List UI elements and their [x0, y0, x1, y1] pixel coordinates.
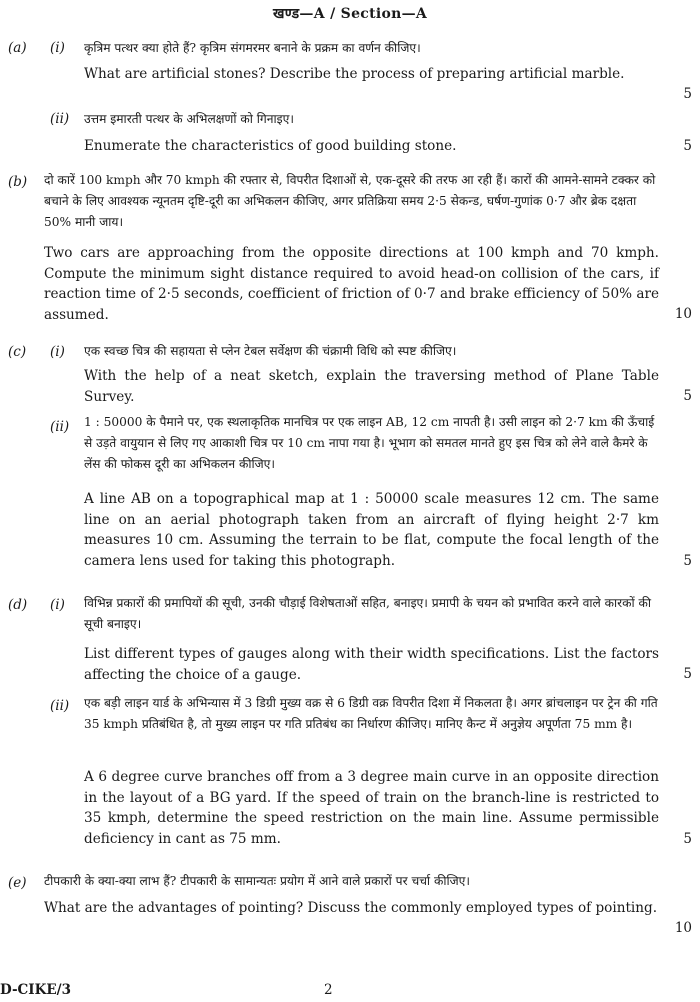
question-label-e: (e) — [8, 875, 27, 891]
question-c-ii-english: A line AB on a topographical map at 1 : 50000 scale measures 12 cm. The same line on an aerial photograph taken from an aircraft of flying height 2·7 km measures 10 cm. Assuming the terrain to be flat, compute the focal length of the camera lens used for taking this photograph. — [84, 491, 659, 569]
question-a-i-hindi: कृत्रिम पत्थर क्या होते हैं? कृत्रिम संगमरमर बनाने के प्रक्रम का वर्णन कीजिए। — [84, 41, 421, 55]
paper-code: D-CIKE/3 — [0, 982, 71, 998]
subquestion-label-a-ii: (ii) — [50, 111, 70, 127]
marks-a-ii: 5 — [683, 138, 692, 154]
marks-c-ii: 5 — [683, 553, 692, 569]
marks-c-i: 5 — [683, 388, 692, 404]
question-b-english: Two cars are approaching from the opposite directions at 100 kmph and 70 kmph. Compute the minimum sight distance required to avoid head-on collision of the cars, if reaction time of 2·5 seconds, coefficient of friction of 0·7 and brake efficiency of 50% are assumed. — [44, 245, 659, 323]
marks-b: 10 — [674, 306, 692, 322]
question-c-i-hindi: एक स्वच्छ चित्र की सहायता से प्लेन टेबल सर्वेक्षण की चंक्रामी विधि को स्पष्ट कीजिए। — [84, 344, 457, 358]
question-label-a: (a) — [8, 40, 27, 56]
subquestion-label-d-ii: (ii) — [50, 698, 70, 714]
question-d-ii-hindi: एक बड़ी लाइन यार्ड के अभिन्यास में 3 डिग्री मुख्य वक्र से 6 डिग्री वक्र विपरीत दिशा में निकलता है। अगर ब्रांचलाइन पर ट्रेन की गति 35 kmph प्रतिबंधित है, तो मुख्य लाइन पर गति प्रतिबंध का निर्धारण कीजिए। मानिए कैन्ट में अनुज्ञेय अपूर्णता 75 mm है। — [84, 696, 658, 731]
question-a-ii-english: Enumerate the characteristics of good building stone. — [84, 138, 457, 154]
section-heading: खण्ड—A / Section—A — [272, 6, 428, 22]
marks-e: 10 — [674, 920, 692, 936]
question-d-i-hindi: विभिन्न प्रकारों की प्रमापियों की सूची, उनकी चौड़ाई विशेषताओं सहित, बनाइए। प्रमापी के चयन को प्रभावित करने वाले कारकों की सूची बनाइए। — [84, 596, 652, 631]
marks-d-ii: 5 — [683, 831, 692, 847]
subquestion-label-a-i: (i) — [50, 40, 65, 56]
question-label-b: (b) — [8, 174, 28, 190]
subquestion-label-c-ii: (ii) — [50, 419, 70, 435]
question-e-hindi: टीपकारी के क्या-क्या लाभ हैं? टीपकारी के सामान्यतः प्रयोग में आने वाले प्रकारों पर चर्चा कीजिए। — [44, 874, 471, 888]
question-b-hindi: दो कारें 100 kmph और 70 kmph की रफ्तार से, विपरीत दिशाओं से, एक-दूसरे की तरफ आ रही हैं। कारों की आमने-सामने टक्कर को बचाने के लिए आवश्यक न्यूनतम दृष्टि-दूरी का अभिकलन कीजिए, अगर प्रतिक्रिया समय 2·5 सेकन्ड, घर्षण-गुणांक 0·7 और ब्रेक दक्षता 50% मानी जाय। — [44, 173, 656, 229]
marks-d-i: 5 — [683, 666, 692, 682]
question-a-ii-hindi: उत्तम इमारती पत्थर के अभिलक्षणों को गिनाइए। — [84, 112, 295, 126]
marks-a-i: 5 — [683, 86, 692, 102]
question-c-ii-hindi: 1 : 50000 के पैमाने पर, एक स्थलाकृतिक मानचित्र पर एक लाइन AB, 12 cm नापती है। उसी लाइन को 2·7 km की ऊँचाई से उड़ते वायुयान से लिए गए आकाशी चित्र पर 10 cm नापा गया है। भूभाग को समतल मानते हुए इस चित्र को लेने वाले कैमरे के लेंस की फोकस दूरी का अभिकलन कीजिए। — [84, 415, 655, 471]
question-a-i-english: What are artificial stones? Describe the process of preparing artificial marble. — [84, 66, 625, 82]
subquestion-label-d-i: (i) — [50, 597, 65, 613]
question-c-i-english: With the help of a neat sketch, explain the traversing method of Plane Table Survey. — [84, 368, 659, 405]
page-number: 2 — [324, 982, 333, 998]
subquestion-label-c-i: (i) — [50, 344, 65, 360]
question-label-d: (d) — [8, 597, 28, 613]
question-d-ii-english: A 6 degree curve branches off from a 3 degree main curve in an opposite direction in the layout of a BG yard. If the speed of train on the branch-line is restricted to 35 kmph, determine the speed restriction on the main line. Assume permissible deficiency in cant as 75 mm. — [84, 769, 659, 847]
question-d-i-english: List different types of gauges along with their width specifications. List the factors affecting the choice of a gauge. — [84, 646, 659, 683]
question-label-c: (c) — [8, 344, 27, 360]
question-e-english: What are the advantages of pointing? Discuss the commonly employed types of pointing. — [44, 900, 658, 916]
